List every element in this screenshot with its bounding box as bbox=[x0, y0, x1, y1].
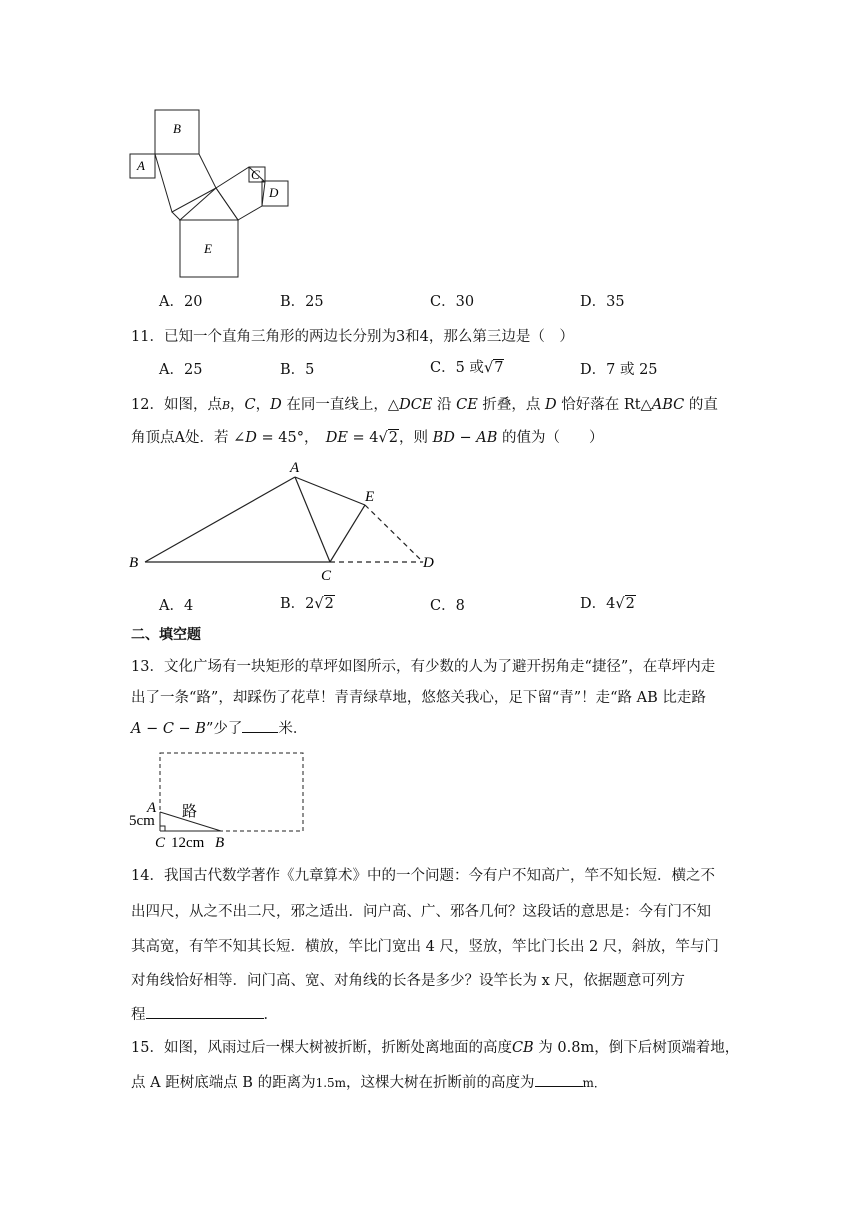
label-c: C bbox=[321, 568, 332, 584]
q12-option-c[interactable]: C．8 bbox=[430, 598, 465, 614]
label-road: 路 bbox=[182, 804, 198, 820]
answer-blank[interactable] bbox=[535, 1072, 583, 1087]
label-a: A bbox=[137, 158, 145, 173]
q12-option-b[interactable]: B．2√2 bbox=[280, 596, 334, 612]
label-5cm: 5cm bbox=[129, 813, 155, 829]
q12-stem-line1: 12．如图，点B，C，D 在同一直线上，△DCE 沿 CE 折叠，点 D 恰好落在 Rt△ABC 的直 bbox=[131, 397, 718, 413]
q11-option-c[interactable] bbox=[430, 358, 504, 378]
segment-ae bbox=[295, 477, 365, 505]
q11-option-b[interactable]: B．5 bbox=[280, 362, 315, 378]
q10-option-d[interactable]: D．35 bbox=[580, 294, 625, 310]
label-e: E bbox=[204, 241, 212, 256]
q12-option-d[interactable]: D．4√2 bbox=[580, 596, 635, 612]
sqrt-symbol: √2 bbox=[314, 596, 334, 612]
sqrt-symbol: √2 bbox=[615, 596, 635, 612]
q10-option-c[interactable]: C．30 bbox=[430, 294, 475, 310]
label-b: B bbox=[215, 835, 225, 850]
q11-stem: 11．已知一个直角三角形的两边长分别为3和4，那么第三边是（ ） bbox=[131, 329, 574, 345]
label-d: D bbox=[423, 555, 434, 571]
q11-option-c-radicand: 7 bbox=[494, 360, 504, 376]
segment-ac bbox=[295, 477, 330, 562]
q11-option-a[interactable]: A．25 bbox=[159, 362, 203, 378]
segment-ed-dashed bbox=[365, 505, 423, 562]
q14-line3: 其高宽，有竿不知其长短．横放，竿比门宽出 4 尺，竖放，竿比门长出 2 尺，斜放，竿与门 bbox=[131, 939, 719, 955]
label-c: C bbox=[251, 167, 260, 182]
label-e: E bbox=[365, 489, 375, 505]
q13-line3: A − C − B”少了 米． bbox=[131, 718, 307, 739]
q12-stem-line2: 角顶点A处．若 ∠D = 45°， DE = 4√2，则 BD − AB 的值为（ ） bbox=[131, 430, 604, 446]
label-b: B bbox=[129, 555, 139, 571]
answer-blank[interactable] bbox=[146, 1004, 264, 1019]
q14-line5: 程 ． bbox=[131, 1004, 278, 1025]
q10-option-b[interactable]: B．25 bbox=[280, 294, 324, 310]
q13-line2: 出了一条“路”，却踩伤了花草！青青绿草地，悠悠关我心，足下留“青”！走“路 AB 比走路 bbox=[131, 690, 706, 706]
sqrt-symbol: √7 bbox=[483, 360, 504, 376]
section-heading: 二、填空题 bbox=[131, 627, 201, 643]
sqrt-symbol: √2 bbox=[378, 430, 398, 446]
square-middle-left bbox=[155, 154, 216, 212]
q11-option-c-text: C．5 或 bbox=[430, 360, 484, 376]
q14-line2: 出四尺，从之不出二尺，邪之适出．问户高、广、邪各几何？这段话的意思是：今有门不知 bbox=[131, 904, 711, 920]
segment-ba bbox=[145, 477, 295, 562]
q11-option-d[interactable]: D．7 或 25 bbox=[580, 362, 658, 378]
q14-line4: 对角线恰好相等．问门高、宽、对角线的长各是多少？设竿长为 x 尺，依据题意可列方 bbox=[131, 973, 685, 989]
q15-line1: 15．如图，风雨过后一棵大树被折断，折断处离地面的高度CB 为 0.8m，倒下后树顶端着地， bbox=[131, 1040, 740, 1056]
label-c: C bbox=[155, 835, 166, 850]
figure-q10-squares bbox=[120, 100, 310, 285]
segment-ec bbox=[330, 505, 365, 562]
q10-option-a[interactable]: A．20 bbox=[159, 294, 203, 310]
label-a: A bbox=[147, 800, 157, 816]
label-d: D bbox=[269, 185, 279, 200]
answer-blank[interactable] bbox=[242, 718, 278, 733]
center-triangle bbox=[180, 188, 238, 220]
label-12cm: 12cm bbox=[171, 835, 205, 850]
q12-option-a[interactable]: A．4 bbox=[159, 598, 194, 614]
label-a: A bbox=[290, 460, 300, 476]
q13-line1: 13．文化广场有一块矩形的草坪如图所示，有少数的人为了避开拐角走“捷径”，在草坪内走 bbox=[131, 659, 716, 675]
figure-q13-lawn bbox=[125, 748, 315, 850]
figure-q12-triangle bbox=[125, 455, 445, 585]
label-b: B bbox=[173, 121, 181, 136]
q15-line2: 点 A 距树底端点 B 的距离为1.5m，这棵大树在折断前的高度为 m． bbox=[131, 1072, 606, 1093]
q14-line1: 14．我国古代数学著作《九章算术》中的一个问题：今有户不知高广，竿不知长短．横之不 bbox=[131, 868, 715, 884]
